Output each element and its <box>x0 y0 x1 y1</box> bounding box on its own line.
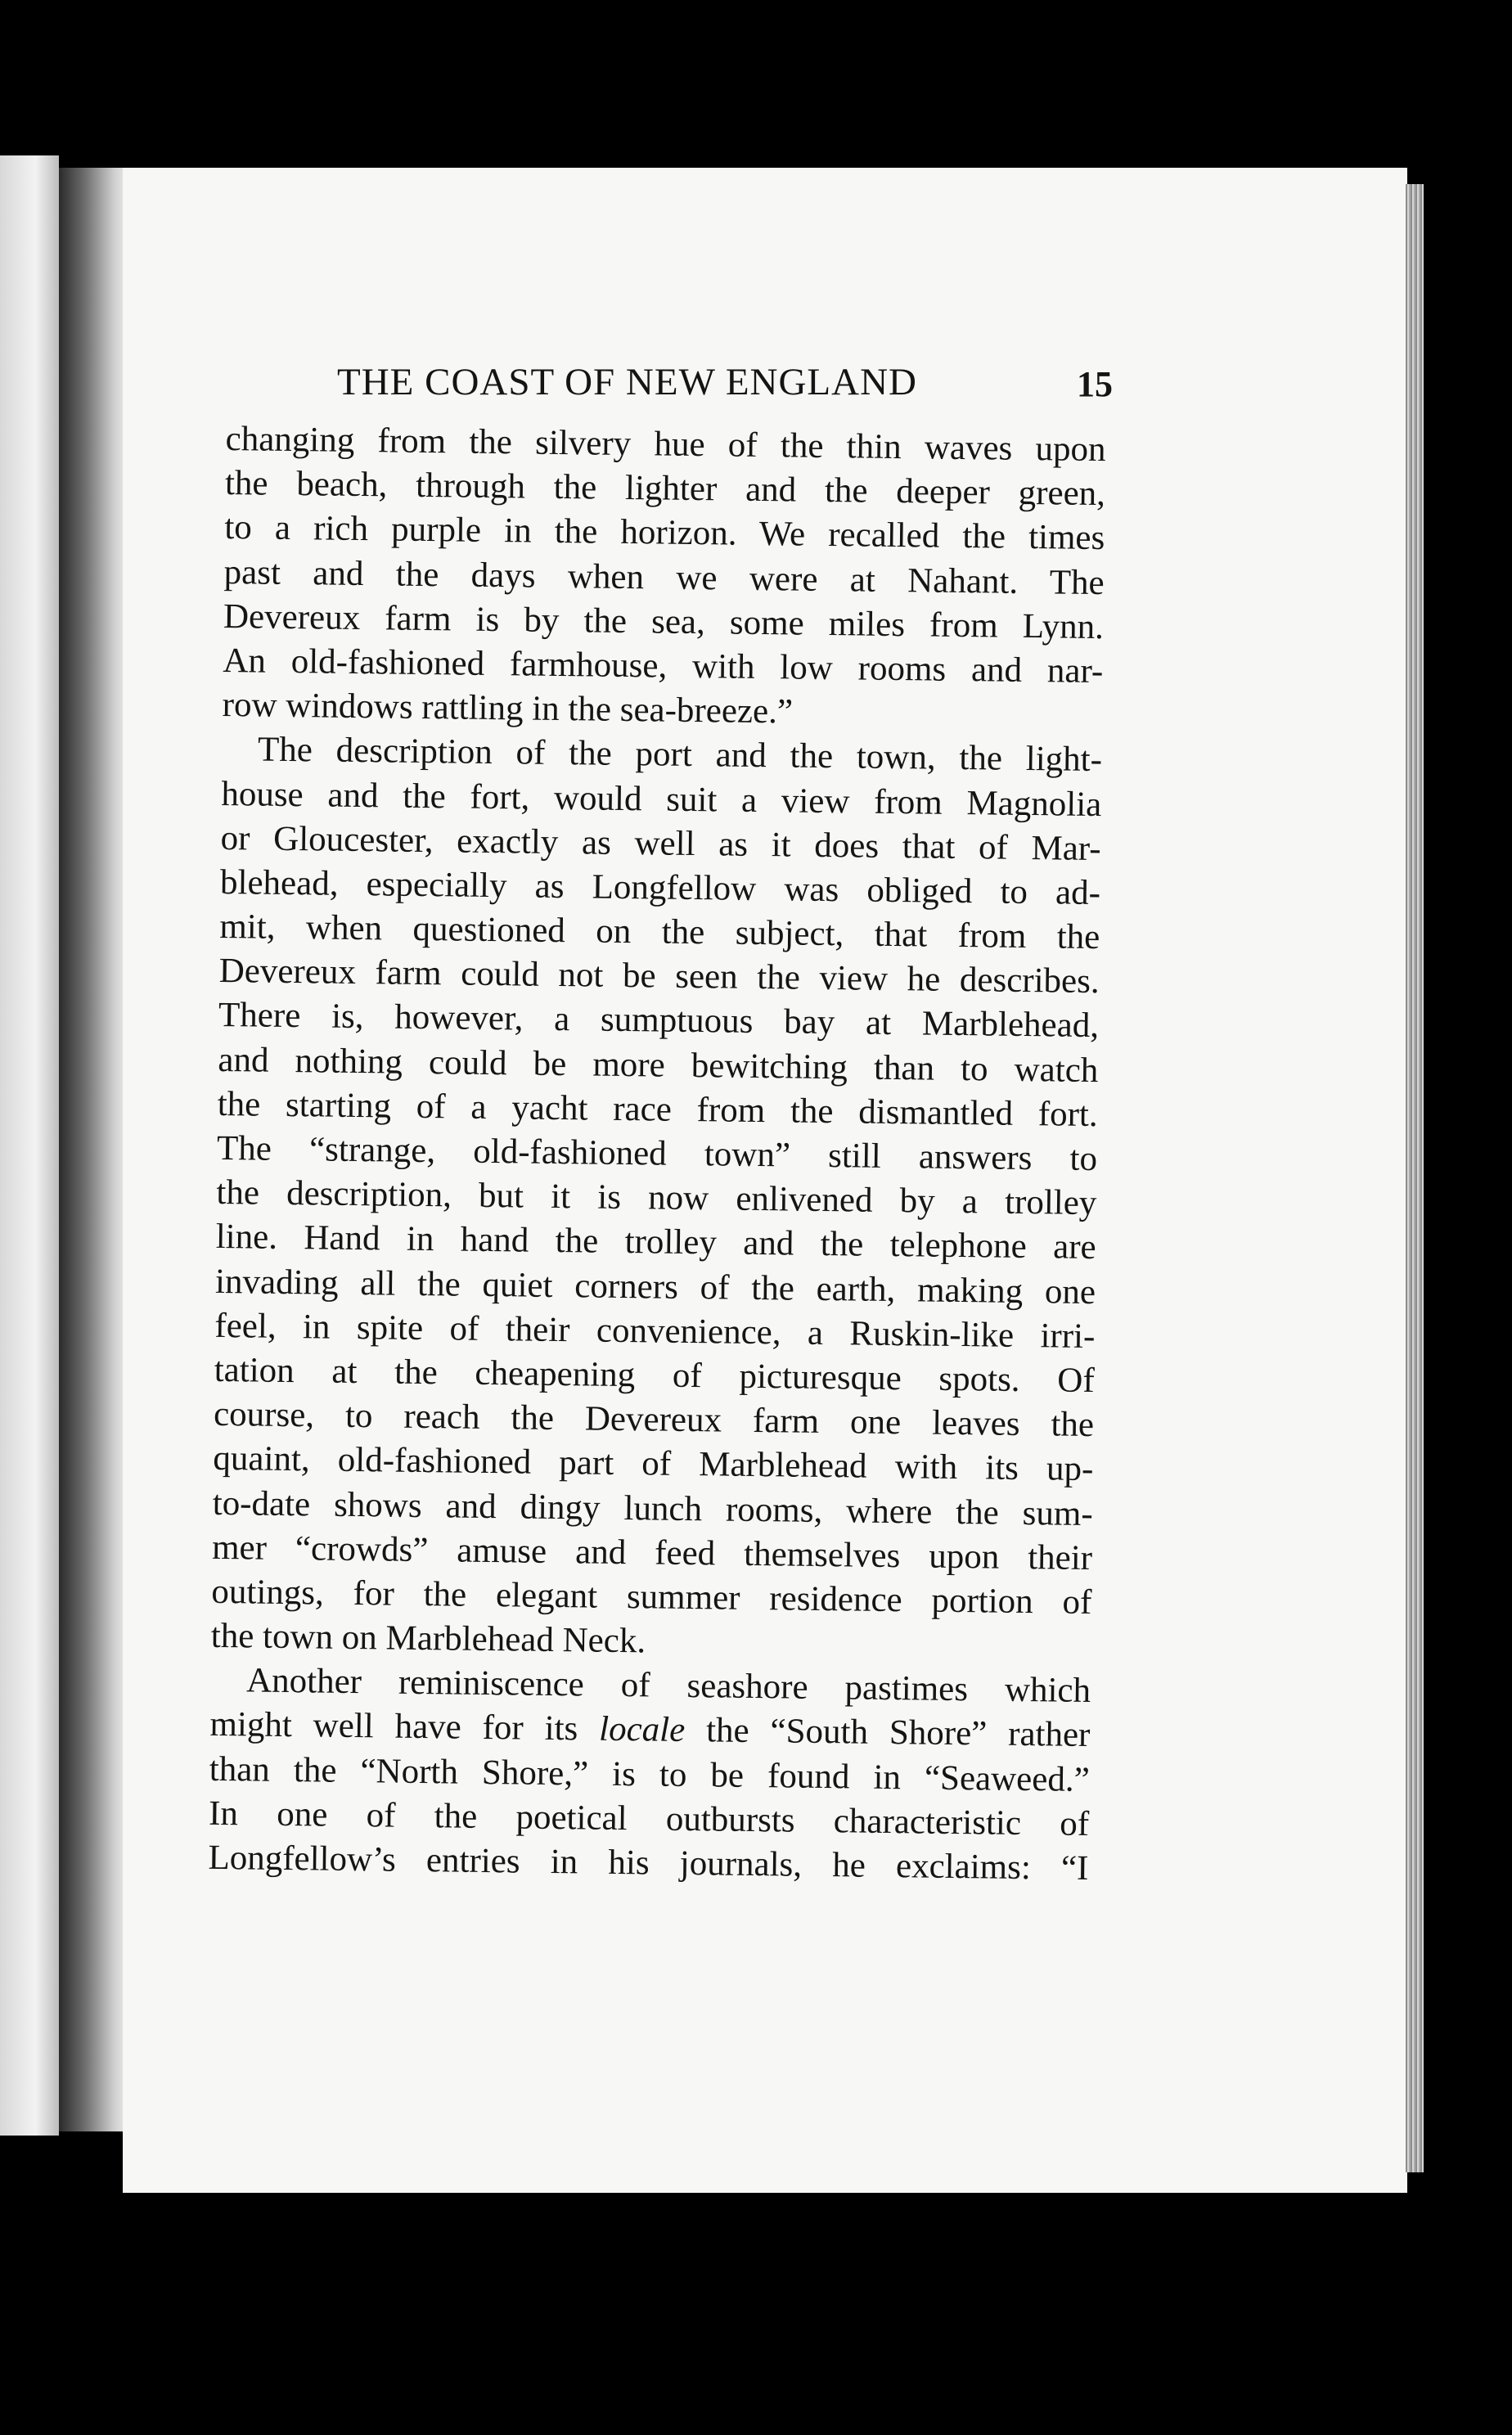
text-line: the starting of a yacht race from the dismantled fort. <box>217 1084 1098 1134</box>
text-line: past and the days when we were at Nahant. The <box>223 552 1105 602</box>
text-line: Devereux farm could not be seen the view he describes. <box>218 952 1100 1001</box>
body-text <box>208 417 1106 1891</box>
page-number: 15 <box>1077 364 1113 404</box>
text-line: Devereux farm is by the sea, some miles from Lynn. <box>223 596 1105 646</box>
text-line: quaint, old-fashioned part of Marblehead with its up- <box>213 1439 1094 1489</box>
text-line: Longfellow’s entries in his journals, he exclaims: “I <box>208 1838 1089 1888</box>
text-line: mer “crowds” amuse and feed themselves upon their <box>211 1528 1093 1578</box>
text-line: house and the fort, would suit a view from Magnolia <box>221 774 1102 824</box>
paragraph-end-line: the town on Marblehead Neck. <box>210 1616 646 1661</box>
text-run: the “South Shore” rather <box>684 1711 1091 1755</box>
text-line: feel, in spite of their convenience, a Ruskin-like irri- <box>214 1306 1096 1356</box>
paragraph-start-line: The description of the port and the town, the light- <box>257 730 1103 780</box>
text-line: mit, when questioned on the subject, that from the <box>219 907 1100 957</box>
gutter-shadow <box>59 168 133 2131</box>
text-line: There is, however, a sumptuous bay at Marblehead, <box>218 996 1100 1046</box>
text-line: outings, for the elegant summer residence portion of <box>211 1572 1092 1622</box>
text-line: and nothing could be more bewitching than to watch <box>218 1040 1099 1090</box>
text-line: course, to reach the Devereux farm one leaves the <box>213 1395 1095 1445</box>
text-line: tation at the cheapening of picturesque spots. Of <box>214 1350 1095 1400</box>
italic-word: locale <box>598 1710 686 1750</box>
paragraph-end-line: row windows rattling in the sea-breeze.” <box>222 686 794 731</box>
text-line: invading all the quiet corners of the earth, making one <box>214 1262 1096 1312</box>
text-line: In one of the poetical outbursts characteristic of <box>208 1794 1090 1843</box>
facing-page-edge <box>0 155 59 2136</box>
text-line: or Gloucester, exactly as well as it does that of Mar- <box>220 818 1101 868</box>
text-line: line. Hand in hand the trolley and the telephone are <box>215 1218 1096 1267</box>
text-line: to-date shows and dingy lunch rooms, where the sum- <box>212 1483 1093 1533</box>
text-line: the beach, through the lighter and the deeper green, <box>224 464 1106 514</box>
text-line: An old-fashioned farmhouse, with low rooms and nar- <box>223 641 1104 691</box>
text-line: to a rich purple in the horizon. We recalled the times <box>224 508 1105 558</box>
text-line: the description, but it is now enlivened by a trolley <box>216 1173 1097 1223</box>
page-stack-edge <box>1406 184 1424 2172</box>
running-title: THE COAST OF NEW ENGLAND <box>337 361 917 403</box>
text-line: blehead, especially as Longfellow was obliged to ad- <box>219 862 1101 912</box>
text-line: changing from the silvery hue of the thin waves upon <box>225 419 1106 470</box>
paragraph-start-line: Another reminiscence of seashore pastimes which <box>245 1661 1091 1711</box>
text-line: The “strange, old-fashioned town” still answers to <box>216 1128 1098 1179</box>
text-line: than the “North Shore,” is to be found in “Seaweed.” <box>209 1749 1091 1799</box>
text-run: might well have for its <box>209 1705 600 1749</box>
